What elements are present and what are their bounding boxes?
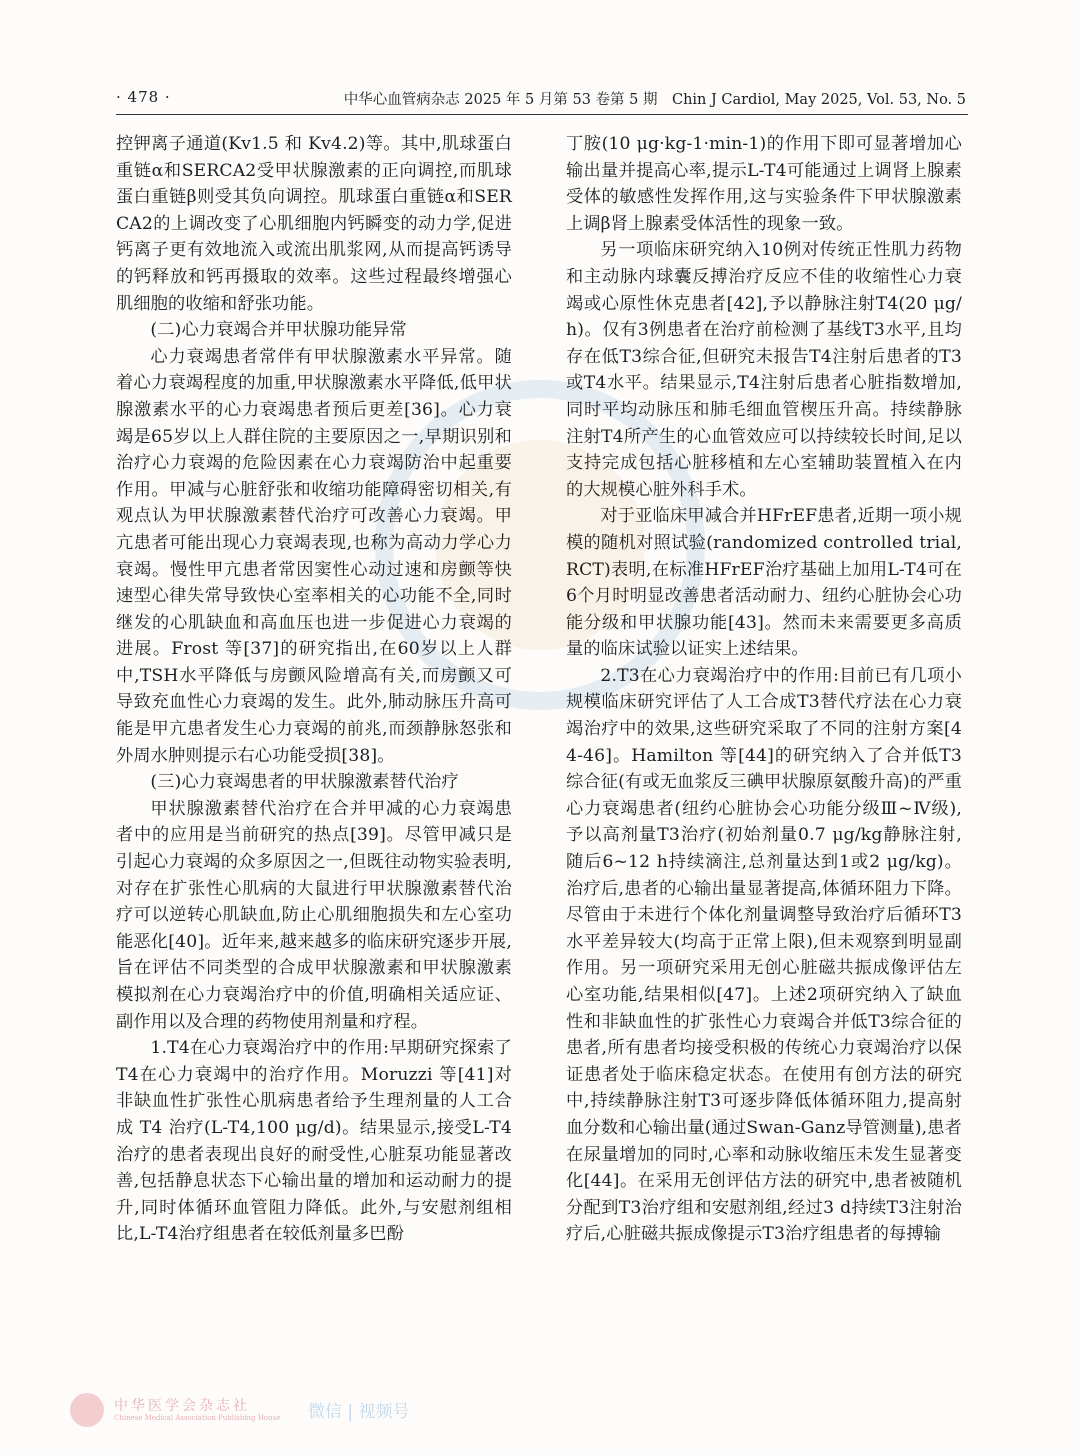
header-rule [116, 114, 968, 115]
body-paragraph: 对于亚临床甲减合并HFrEF患者,近期一项小规模的随机对照试验(randomized controlled trial,RCT)表明,在标准HFrEF治疗基础上加用L-T4可在6个月时明显改善患者活动耐力、纽约心脏协会心功能分级和甲状腺功能[43]。然而未来需要更多高质量的临床试验以证实上述结果。 [566, 506, 962, 660]
publisher-logo [70, 1393, 670, 1429]
body-paragraph: 心力衰竭患者常伴有甲状腺激素水平异常。随着心力衰竭程度的加重,甲状腺激素水平降低,低甲状腺激素水平的心力衰竭患者预后更差[36]。心力衰竭是65岁以上人群住院的主要原因之一,早期识别和治疗心力衰竭的危险因素在心力衰竭防治中起重要作用。甲减与心脏舒张和收缩功能障碍密切相关,有观点认为甲状腺激素替代治疗可改善心力衰竭。甲亢患者可能出现心力衰竭表现,也称为高动力学心力衰竭。慢性甲亢患者常因窦性心动过速和房颤等快速型心律失常导致快心室率相关的心功能不全,同时继发的心肌缺血和高血压也进一步促进心力衰竭的进展。Frost 等[37]的研究指出,在60岁以上人群中,TSH水平降低与房颤风险增高有关,而房颤又可导致充血性心力衰竭的发生。此外,肺动脉压升高可能是甲亢患者发生心力衰竭的前兆,而颈静脉怒张和外周水肿则提示右心功能受损[38]。 [116, 346, 512, 766]
publisher-name: 中华医学会杂志社 [114, 1398, 250, 1414]
publisher-name-en: Chinese Medical Association Publishing House [114, 1414, 281, 1422]
body-paragraph: 另一项临床研究纳入10例对传统正性肌力药物和主动脉内球囊反搏治疗反应不佳的收缩性心力衰竭或心原性休克患者[42],予以静脉注射T4(20 μg/h)。仅有3例患者在治疗前检测了基线T3水平,且均存在低T3综合征,但研究未报告T4注射后患者的T3或T4水平。结果显示,T4注射后患者心脏指数增加,同时平均动脉压和肺毛细血管楔压升高。持续静脉注射T4所产生的心血管效应可以持续较长时间,足以支持完成包括心脏移植和左心室辅助装置植入在内的大规模心脏外科手术。 [566, 240, 962, 500]
flower-logo-icon [70, 1393, 104, 1427]
section-heading: (二)心力衰竭合并甲状腺功能异常 [150, 320, 407, 341]
left-column [116, 131, 512, 1248]
publisher-channel-tag: 微信 | 视频号 [308, 1402, 410, 1422]
body-paragraph: 1.T4在心力衰竭治疗中的作用:早期研究探索了T4在心力衰竭中的治疗作用。Moruzzi 等[41]对非缺血性扩张性心肌病患者给予生理剂量的人工合成 T4 治疗(L-T4,100 μg/d)。结果显示,接受L-T4治疗的患者表现出良好的耐受性,心脏泵功能显著改善,包括静息状态下心输出量的增加和运动耐力的提升,同时体循环血管阻力降低。此外,与安慰剂组相比,L-T4治疗组患者在较低剂量多巴酚 [116, 1038, 512, 1245]
section-heading: (三)心力衰竭患者的甲状腺激素替代治疗 [150, 772, 459, 793]
body-paragraph: 丁胺(10 μg·kg-1·min-1)的作用下即可显著增加心输出量并提高心率,提示L-T4可能通过上调肾上腺素受体的敏感性发挥作用,这与实验条件下甲状腺激素上调β肾上腺素受体活性的现象一致。 [566, 134, 962, 234]
right-column [566, 131, 962, 1248]
body-paragraph: 甲状腺激素替代治疗在合并甲减的心力衰竭患者中的应用是当前研究的热点[39]。尽管甲减只是引起心力衰竭的众多原因之一,但既往动物实验表明,对存在扩张性心肌病的大鼠进行甲状腺激素替代治疗可以逆转心肌缺血,防止心肌细胞损失和左心室功能恶化[40]。近年来,越来越多的临床研究逐步开展,旨在评估不同类型的合成甲状腺激素和甲状腺激素模拟剂在心力衰竭治疗中的价值,明确相关适应证、副作用以及合理的药物使用剂量和疗程。 [116, 798, 512, 1032]
journal-citation: 中华心血管病杂志 2025 年 5 月第 53 卷第 5 期 Chin J Cardiol, May 2025, Vol. 53, No. 5 [343, 92, 966, 108]
body-paragraph: 2.T3在心力衰竭治疗中的作用:目前已有几项小规模临床研究评估了人工合成T3替代疗法在心力衰竭治疗中的效果,这些研究采取了不同的注射方案[44-46]。Hamilton 等[44]的研究纳入了合并低T3综合征(有或无血浆反三碘甲状腺原氨酸升高)的严重心力衰竭患者(纽约心脏协会心功能分级Ⅲ~Ⅳ级),予以高剂量T3治疗(初始剂量0.7 μg/kg静脉注射,随后6~12 h持续滴注,总剂量达到1或2 μg/kg)。治疗后,患者的心输出量显著提高,体循环阻力下降。尽管由于未进行个体化剂量调整导致治疗后循环T3水平差异较大(均高于正常上限),但未观察到明显副作用。另一项研究采用无创心脏磁共振成像评估左心室功能,结果相似[47]。上述2项研究纳入了缺血性和非缺血性的扩张性心力衰竭合并低T3综合征的患者,所有患者均接受积极的传统心力衰竭治疗以保证患者处于临床稳定状态。在使用有创方法的研究中,持续静脉注射T3可逐步降低体循环阻力,提高射血分数和心输出量(通过Swan-Ganz导管测量),患者在尿量增加的同时,心率和动脉收缩压未发生显著变化[44]。在采用无创评估方法的研究中,患者被随机分配到T3治疗组和安慰剂组,经过3 d持续T3注射治疗后,心脏磁共振成像提示T3治疗组患者的每搏输 [566, 665, 962, 1245]
page-number: · 478 · [116, 88, 171, 106]
body-paragraph: 控钾离子通道(Kv1.5 和 Kv4.2)等。其中,肌球蛋白重链α和SERCA2受甲状腺激素的正向调控,而肌球蛋白重链β则受其负向调控。肌球蛋白重链α和SERCA2的上调改变了心肌细胞内钙瞬变的动力学,促进钙离子更有效地流入或流出肌浆网,从而提高钙诱导的钙释放和钙再摄取的效率。这些过程最终增强心肌细胞的收缩和舒张功能。 [116, 134, 512, 314]
page-header [0, 0, 1080, 120]
